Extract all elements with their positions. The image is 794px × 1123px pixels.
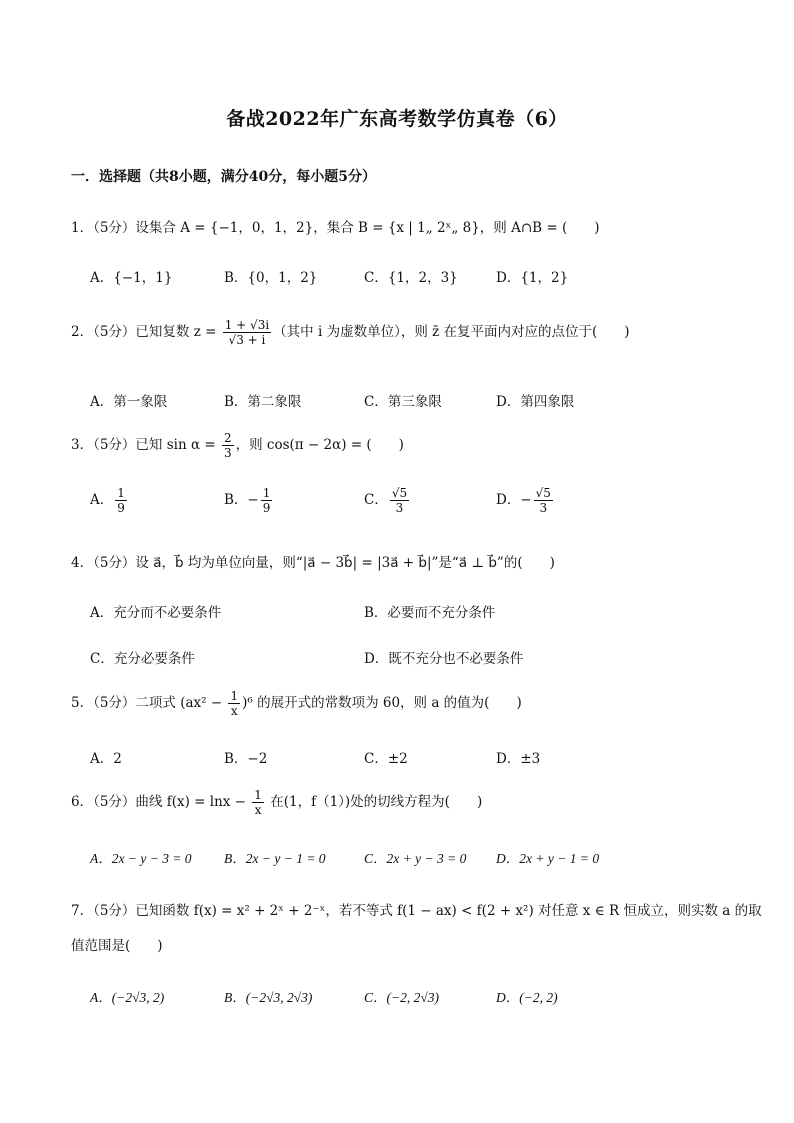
option-b: B．第二象限 bbox=[224, 394, 302, 410]
stem-text: 2．（5分）已知复数 z = bbox=[71, 324, 221, 340]
option-d: D．{1，2} bbox=[496, 270, 569, 286]
fraction-denominator: 3 bbox=[395, 501, 404, 515]
option-d: D．第四象限 bbox=[496, 394, 575, 410]
option-b: B．{0，1，2} bbox=[224, 270, 318, 286]
option-c: C．±2 bbox=[364, 751, 408, 767]
option-c: C．充分必要条件 bbox=[90, 651, 195, 667]
option-b bbox=[224, 486, 274, 515]
fraction-denominator: 3 bbox=[539, 501, 548, 515]
fraction bbox=[222, 431, 234, 460]
option-a: A．2x − y − 3 = 0 bbox=[90, 851, 192, 866]
question-2-stem bbox=[71, 318, 630, 347]
fraction-denominator: x bbox=[230, 704, 238, 718]
option-d: D．±3 bbox=[496, 751, 541, 767]
fraction bbox=[223, 318, 271, 347]
option-b: B．(−2√3, 2√3) bbox=[224, 990, 313, 1005]
stem-text: 3．（5分）已知 sin α = bbox=[71, 437, 220, 453]
option-d: D．既不充分也不必要条件 bbox=[364, 651, 524, 667]
fraction-numerator: 1 bbox=[254, 788, 262, 802]
question-7-stem: 7．（5分）已知函数 f(x) = x² + 2ˣ + 2⁻ˣ，若不等式 f(1 − ax) < f(2 + x²) 对任意 x ∈ R 恒成立，则实数 a 的取 bbox=[71, 903, 762, 919]
option-a: A．充分而不必要条件 bbox=[90, 605, 222, 621]
fraction bbox=[115, 486, 127, 515]
fraction-numerator: 1 bbox=[262, 486, 271, 500]
option-a: A．2 bbox=[90, 751, 122, 767]
option-d: D．(−2, 2) bbox=[496, 990, 558, 1005]
option-c bbox=[364, 486, 411, 515]
option-label: A． bbox=[90, 492, 114, 508]
option-a: A．第一象限 bbox=[90, 394, 168, 410]
option-label: C． bbox=[364, 492, 388, 508]
fraction-denominator: 9 bbox=[262, 501, 271, 515]
fraction bbox=[261, 486, 273, 515]
option-a: A．{−1，1} bbox=[90, 270, 173, 286]
section-heading: 一．选择题（共8小题，满分40分，每小题5分） bbox=[71, 169, 376, 185]
option-label: D．− bbox=[496, 492, 532, 508]
option-c: C．(−2, 2√3) bbox=[364, 990, 440, 1005]
stem-text: 在(1，f（1）)处的切线方程为( ) bbox=[265, 794, 483, 810]
fraction bbox=[228, 689, 240, 718]
option-b: B．必要而不充分条件 bbox=[364, 605, 496, 621]
fraction bbox=[390, 486, 409, 515]
fraction-numerator: √5 bbox=[535, 486, 551, 500]
fraction-denominator: 3 bbox=[223, 446, 232, 460]
question-6-stem bbox=[71, 788, 482, 817]
fraction-numerator: 1 + √3i bbox=[224, 318, 270, 332]
fraction bbox=[252, 788, 264, 817]
fraction-denominator: x bbox=[254, 803, 262, 817]
option-label: B．− bbox=[224, 492, 259, 508]
option-b: B．2x − y − 1 = 0 bbox=[224, 851, 326, 866]
option-d bbox=[496, 486, 555, 515]
fraction-numerator: √5 bbox=[391, 486, 408, 500]
stem-text: ，则 cos(π − 2α) = ( ) bbox=[235, 437, 404, 453]
option-d: D．2x + y − 1 = 0 bbox=[496, 851, 600, 866]
option-a: A．(−2√3, 2) bbox=[90, 990, 165, 1005]
fraction-denominator: √3 + i bbox=[228, 333, 266, 347]
option-c: C．第三象限 bbox=[364, 394, 442, 410]
fraction-numerator: 1 bbox=[230, 689, 239, 703]
fraction bbox=[534, 486, 553, 515]
stem-text: 6．（5分）曲线 f(x) = lnx − bbox=[71, 794, 251, 810]
fraction-numerator: 2 bbox=[223, 431, 232, 445]
option-c: C．2x + y − 3 = 0 bbox=[364, 851, 467, 866]
stem-text: )⁶ 的展开式的常数项为 60，则 a 的值为( ) bbox=[242, 695, 522, 711]
question-5-stem bbox=[71, 689, 522, 718]
question-4-stem: 4．（5分）设 a⃗，b⃗ 均为单位向量，则“|a⃗ − 3b⃗| = |3a⃗ + b⃗|”是“a⃗ ⊥ b⃗”的( ) bbox=[71, 555, 555, 571]
paper-title: 备战2022年广东高考数学仿真卷（6） bbox=[226, 108, 568, 130]
fraction-denominator: 9 bbox=[117, 501, 125, 515]
option-b: B．−2 bbox=[224, 751, 268, 767]
question-1-stem: 1．（5分）设集合 A = {−1，0，1，2}，集合 B = {x | 1„ 2ˣ„ 8}，则 A∩B = ( ) bbox=[71, 220, 600, 236]
option-c: C．{1，2，3} bbox=[364, 270, 458, 286]
question-7-stem-continued: 值范围是( ) bbox=[71, 938, 163, 954]
stem-text: 5．（5分）二项式 (ax² − bbox=[71, 695, 227, 711]
fraction-numerator: 1 bbox=[117, 486, 125, 500]
question-3-stem bbox=[71, 431, 404, 460]
stem-text: （其中 i 为虚数单位），则 z̄ 在复平面内对应的点位于( ) bbox=[273, 324, 630, 340]
option-a bbox=[90, 486, 129, 515]
